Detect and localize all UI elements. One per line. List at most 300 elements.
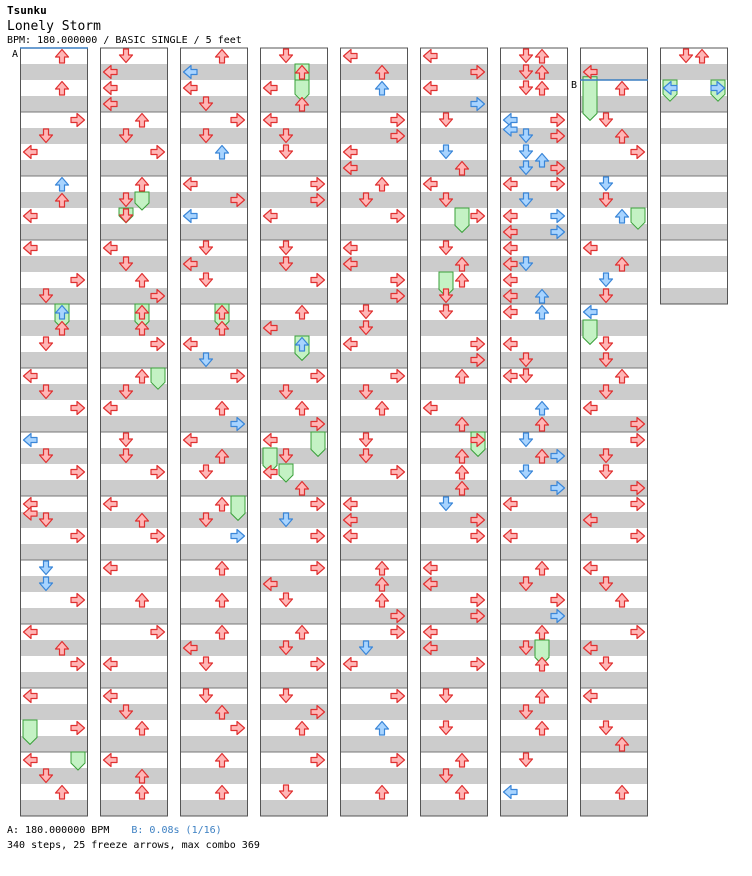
step-arrow — [504, 306, 518, 319]
step-arrow — [520, 49, 533, 63]
stripe — [420, 768, 488, 784]
stripe — [340, 800, 408, 816]
freeze-arrow — [583, 77, 597, 121]
stripe — [100, 224, 168, 240]
stripe — [660, 192, 728, 208]
stripe — [500, 704, 568, 720]
step-arrow — [391, 466, 405, 479]
step-arrow — [456, 754, 469, 768]
step-arrow — [424, 178, 438, 191]
step-arrow — [680, 49, 693, 63]
stripe — [500, 736, 568, 752]
stripe — [500, 352, 568, 368]
stripe — [180, 608, 248, 624]
stripe — [260, 512, 328, 528]
step-arrow — [311, 562, 325, 575]
stripe — [260, 128, 328, 144]
step-arrow — [440, 241, 453, 255]
stripe — [100, 640, 168, 656]
step-arrow — [71, 722, 85, 735]
step-arrow — [24, 370, 38, 383]
step-arrow — [151, 626, 165, 639]
step-arrow — [456, 786, 469, 800]
step-arrow — [216, 562, 229, 576]
stripe — [180, 736, 248, 752]
stripe — [420, 544, 488, 560]
stripe — [180, 544, 248, 560]
step-arrow — [584, 402, 598, 415]
stripe — [20, 416, 88, 432]
step-arrow — [584, 242, 598, 255]
step-arrow — [344, 498, 358, 511]
step-arrow — [40, 337, 53, 351]
step-arrow — [136, 370, 149, 384]
step-arrow — [56, 50, 69, 64]
step-arrow — [136, 786, 149, 800]
step-arrow — [600, 337, 613, 351]
step-arrow — [216, 50, 229, 64]
step-arrow — [231, 530, 245, 543]
step-arrow — [440, 721, 453, 735]
step-arrow — [520, 433, 533, 447]
stripe — [20, 544, 88, 560]
stripe — [660, 288, 728, 304]
stripe — [260, 96, 328, 112]
stripe — [500, 192, 568, 208]
stripe — [420, 256, 488, 272]
stripe — [180, 672, 248, 688]
stripe — [20, 672, 88, 688]
step-arrow — [376, 594, 389, 608]
stripe — [100, 416, 168, 432]
stripe — [20, 704, 88, 720]
stripe — [420, 288, 488, 304]
step-arrow — [471, 594, 485, 607]
step-arrow — [264, 434, 278, 447]
step-arrow — [600, 177, 613, 191]
stripe — [260, 544, 328, 560]
stripe — [100, 704, 168, 720]
stripe — [100, 512, 168, 528]
stripe — [180, 160, 248, 176]
step-arrow — [184, 338, 198, 351]
stripe — [20, 576, 88, 592]
stripe — [340, 384, 408, 400]
step-arrow — [151, 466, 165, 479]
step-arrow — [536, 50, 549, 64]
step-arrow — [120, 433, 133, 447]
step-arrow — [280, 145, 293, 159]
stripe — [20, 448, 88, 464]
step-arrow — [311, 530, 325, 543]
step-arrow — [200, 689, 213, 703]
step-arrow — [536, 722, 549, 736]
step-arrow — [104, 498, 118, 511]
step-arrow — [216, 594, 229, 608]
stripe — [580, 160, 648, 176]
stripe — [100, 608, 168, 624]
stripe — [100, 736, 168, 752]
stripe — [100, 256, 168, 272]
step-arrow — [151, 338, 165, 351]
stripe — [580, 800, 648, 816]
step-arrow — [71, 594, 85, 607]
step-arrow — [71, 274, 85, 287]
stripe — [340, 576, 408, 592]
step-arrow — [631, 498, 645, 511]
step-arrow — [104, 562, 118, 575]
step-arrow — [344, 146, 358, 159]
freeze-arrow — [71, 752, 85, 770]
stripe — [340, 736, 408, 752]
stripe — [660, 256, 728, 272]
stripe — [100, 352, 168, 368]
stripe — [180, 288, 248, 304]
stripe — [100, 672, 168, 688]
stripe — [500, 800, 568, 816]
stripe — [100, 800, 168, 816]
stripe — [260, 768, 328, 784]
stripe — [500, 640, 568, 656]
stripe — [260, 480, 328, 496]
step-arrow — [136, 114, 149, 128]
step-arrow — [391, 210, 405, 223]
step-arrow — [696, 50, 709, 64]
step-arrow — [424, 562, 438, 575]
step-arrow — [71, 402, 85, 415]
stripe — [260, 736, 328, 752]
step-arrow — [151, 146, 165, 159]
stripe — [420, 672, 488, 688]
step-arrow — [136, 594, 149, 608]
step-arrow — [136, 274, 149, 288]
step-arrow — [504, 498, 518, 511]
step-arrow — [24, 626, 38, 639]
stripe — [420, 192, 488, 208]
stripe — [340, 64, 408, 80]
step-arrow — [616, 210, 629, 224]
bpm-b-label: B: 0.08s (1/16) — [131, 825, 222, 836]
step-arrow — [376, 82, 389, 96]
stripe — [580, 544, 648, 560]
stripe — [100, 192, 168, 208]
step-arrow — [280, 49, 293, 63]
step-arrow — [631, 626, 645, 639]
stripe — [420, 160, 488, 176]
step-arrow — [24, 146, 38, 159]
stripe — [580, 608, 648, 624]
step-arrow — [440, 497, 453, 511]
stripe — [180, 480, 248, 496]
stripe — [420, 800, 488, 816]
stripe — [260, 640, 328, 656]
step-arrow — [216, 786, 229, 800]
step-arrow — [376, 562, 389, 576]
step-arrow — [391, 370, 405, 383]
stripe — [420, 224, 488, 240]
stripe — [180, 224, 248, 240]
stripe — [100, 768, 168, 784]
bpm-marker-b: B — [571, 80, 578, 91]
stripe — [260, 608, 328, 624]
step-arrow — [136, 722, 149, 736]
chart-info: BPM: 180.000000 / BASIC SINGLE / 5 feet — [7, 35, 242, 46]
stripe — [20, 352, 88, 368]
stripe — [580, 128, 648, 144]
step-arrow — [71, 114, 85, 127]
stripe — [20, 608, 88, 624]
step-arrow — [24, 210, 38, 223]
step-arrow — [600, 465, 613, 479]
step-arrow — [440, 113, 453, 127]
step-arrow — [40, 561, 53, 575]
step-arrow — [311, 498, 325, 511]
step-arrow — [344, 530, 358, 543]
stripe — [340, 192, 408, 208]
stripe — [420, 320, 488, 336]
step-arrow — [311, 658, 325, 671]
step-arrow — [311, 274, 325, 287]
stripe — [580, 704, 648, 720]
stripe — [260, 224, 328, 240]
step-arrow — [216, 402, 229, 416]
step-arrow — [424, 402, 438, 415]
stripe — [340, 640, 408, 656]
step-arrow — [56, 786, 69, 800]
stripe — [500, 672, 568, 688]
step-arrow — [504, 242, 518, 255]
stripe — [660, 64, 728, 80]
step-arrow — [311, 370, 325, 383]
step-arrow — [504, 178, 518, 191]
step-arrow — [456, 274, 469, 288]
step-arrow — [504, 786, 518, 799]
step-arrow — [520, 753, 533, 767]
stripe — [20, 480, 88, 496]
step-arrow — [104, 402, 118, 415]
step-arrow — [424, 50, 438, 63]
stripe — [420, 704, 488, 720]
step-arrow — [456, 466, 469, 480]
step-arrow — [24, 242, 38, 255]
chart-stats: 340 steps, 25 freeze arrows, max combo 369 — [7, 840, 260, 851]
stripe — [260, 160, 328, 176]
stripe — [500, 544, 568, 560]
stripe — [340, 672, 408, 688]
stripe — [580, 256, 648, 272]
stripe — [180, 128, 248, 144]
stripe — [580, 352, 648, 368]
stripe — [20, 640, 88, 656]
stripe — [20, 224, 88, 240]
measure-column — [420, 48, 488, 816]
stripe — [580, 768, 648, 784]
stripe — [660, 128, 728, 144]
freeze-arrow — [279, 464, 293, 482]
stripe — [420, 736, 488, 752]
step-arrow — [536, 306, 549, 320]
stripe — [100, 480, 168, 496]
stripe — [180, 576, 248, 592]
stripe — [100, 448, 168, 464]
step-arrow — [616, 594, 629, 608]
step-arrow — [296, 402, 309, 416]
step-arrow — [280, 593, 293, 607]
step-arrow — [56, 178, 69, 192]
step-arrow — [504, 338, 518, 351]
step-arrow — [231, 114, 245, 127]
step-arrow — [216, 754, 229, 768]
step-arrow — [120, 49, 133, 63]
step-arrow — [584, 306, 598, 319]
step-arrow — [424, 626, 438, 639]
stripe — [180, 768, 248, 784]
step-arrow — [551, 594, 565, 607]
stripe — [580, 576, 648, 592]
stripe — [340, 544, 408, 560]
stripe — [180, 352, 248, 368]
step-arrow — [440, 145, 453, 159]
step-arrow — [551, 114, 565, 127]
stripe — [660, 224, 728, 240]
step-arrow — [391, 690, 405, 703]
step-arrow — [311, 754, 325, 767]
step-arrow — [504, 210, 518, 223]
step-arrow — [71, 466, 85, 479]
measure-column — [340, 48, 408, 816]
stripe — [20, 256, 88, 272]
step-arrow — [391, 754, 405, 767]
step-arrow — [456, 370, 469, 384]
step-arrow — [391, 114, 405, 127]
stripe — [500, 512, 568, 528]
step-arrow — [344, 50, 358, 63]
step-arrow — [360, 433, 373, 447]
step-arrow — [216, 146, 229, 160]
step-arrow — [104, 658, 118, 671]
stripe — [500, 64, 568, 80]
step-arrow — [440, 305, 453, 319]
stripe — [580, 192, 648, 208]
step-arrow — [184, 210, 198, 223]
stripe — [340, 320, 408, 336]
step-arrow — [24, 434, 38, 447]
step-arrow — [184, 178, 198, 191]
step-arrow — [104, 242, 118, 255]
stripe — [100, 544, 168, 560]
step-arrow — [231, 722, 245, 735]
stripe — [260, 64, 328, 80]
artist-name: Tsunku — [7, 4, 47, 17]
measure-column — [100, 48, 168, 816]
stripe — [500, 320, 568, 336]
step-arrow — [104, 690, 118, 703]
step-arrow — [264, 210, 278, 223]
stripe — [420, 384, 488, 400]
step-arrow — [520, 81, 533, 95]
measure-column — [500, 48, 568, 816]
step-arrow — [56, 82, 69, 96]
step-arrow — [280, 689, 293, 703]
stripe — [100, 320, 168, 336]
step-arrow — [104, 754, 118, 767]
stripe — [260, 256, 328, 272]
stripe — [20, 192, 88, 208]
step-arrow — [424, 82, 438, 95]
step-arrow — [520, 465, 533, 479]
stripe — [20, 800, 88, 816]
step-arrow — [311, 178, 325, 191]
stripe — [260, 800, 328, 816]
step-arrow — [600, 721, 613, 735]
step-arrow — [440, 689, 453, 703]
step-arrow — [200, 273, 213, 287]
step-arrow — [104, 82, 118, 95]
stripe — [340, 768, 408, 784]
stripe — [180, 800, 248, 816]
step-arrow — [344, 338, 358, 351]
step-arrow — [376, 786, 389, 800]
step-arrow — [536, 690, 549, 704]
stripe — [580, 736, 648, 752]
stripe — [420, 480, 488, 496]
step-arrow — [551, 210, 565, 223]
step-arrow — [264, 114, 278, 127]
step-arrow — [520, 369, 533, 383]
stripe — [340, 352, 408, 368]
measure-column — [180, 48, 248, 816]
bpm-legend — [7, 825, 222, 836]
stripe — [260, 384, 328, 400]
step-arrow — [280, 241, 293, 255]
stripe — [180, 96, 248, 112]
bpm-a-label: A: 180.000000 BPM — [7, 825, 110, 836]
step-arrow — [471, 658, 485, 671]
step-arrow — [376, 722, 389, 736]
stripe — [260, 288, 328, 304]
step-arrow — [344, 242, 358, 255]
step-arrow — [24, 690, 38, 703]
stripe — [340, 96, 408, 112]
step-arrow — [471, 530, 485, 543]
step-arrow — [151, 530, 165, 543]
bpm-marker-a: A — [12, 49, 19, 60]
measure-column — [260, 48, 328, 816]
stripe — [180, 384, 248, 400]
step-arrow — [536, 626, 549, 640]
stripe — [100, 576, 168, 592]
step-arrow — [296, 626, 309, 640]
song-title: Lonely Storm — [7, 19, 101, 34]
stripe — [180, 448, 248, 464]
freeze-arrow — [583, 320, 597, 344]
step-arrow — [504, 274, 518, 287]
stripe — [580, 448, 648, 464]
measure-column — [20, 48, 88, 816]
step-arrow — [536, 82, 549, 96]
stripe — [580, 384, 648, 400]
step-arrow — [376, 178, 389, 192]
step-arrow — [200, 241, 213, 255]
step-arrow — [631, 530, 645, 543]
stripe — [660, 160, 728, 176]
stripe — [580, 288, 648, 304]
stripe — [100, 160, 168, 176]
stripe — [340, 416, 408, 432]
stripe — [420, 416, 488, 432]
step-arrow — [536, 402, 549, 416]
step-arrow — [504, 530, 518, 543]
